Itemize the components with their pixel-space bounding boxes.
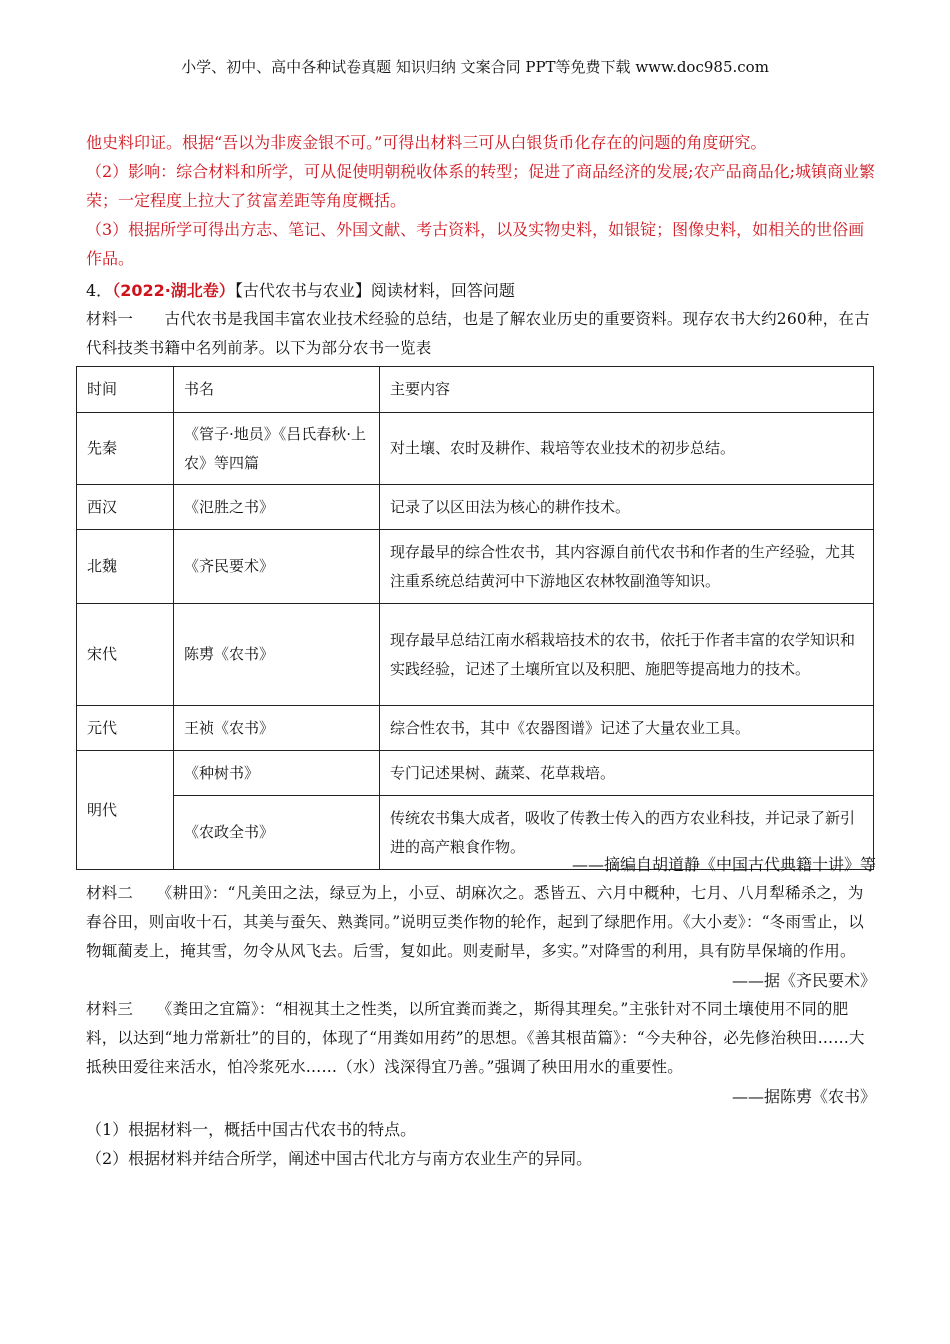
cell-content: 对土壤、农时及耕作、栽培等农业技术的初步总结。: [380, 413, 874, 485]
cell-time: 西汉: [77, 485, 174, 530]
table-header-row: [77, 367, 874, 413]
sub-question-1: （1）根据材料一，概括中国古代农书的特点。: [86, 1120, 417, 1139]
cell-content: 专门记述果树、蔬菜、花草栽培。: [380, 751, 874, 796]
cell-time: 先秦: [77, 413, 174, 485]
page-header: 小学、初中、高中各种试卷真题 知识归纳 文案合同 PPT等免费下载 www.doc985.com: [181, 58, 769, 76]
cell-book: 《氾胜之书》: [174, 485, 380, 530]
cell-content: 现存最早的综合性农书，其内容源自前代农书和作者的生产经验，尤其注重系统总结黄河中下游地区农林牧副渔等知识。: [380, 530, 874, 604]
answer-line-3: （3）根据所学可得出方志、笔记、外国文献、考古资料，以及实物史料，如银锭；图像史料，如相关的世俗画作品。: [86, 220, 865, 268]
cell-content: 记录了以区田法为核心的耕作技术。: [380, 485, 874, 530]
material-2: 材料二 《耕田》：“凡美田之法，绿豆为上，小豆、胡麻次之。悉皆五、六月中穊种，七月、八月犁稀杀之，为春谷田，则亩收十石，其美与蚕矢、熟粪同。”说明豆类作物的轮作，起到了绿肥作用。《大小麦》：“冬雨雪止，以物辄蔺麦上，掩其雪，勿令从风飞去。后雪，复如此。则麦耐旱，多实。”对降雪的利用，具有防旱保墒的作用。: [86, 884, 865, 960]
cell-time: 宋代: [77, 604, 174, 706]
cell-book: 《种树书》: [174, 751, 380, 796]
cell-book: 《齐民要术》: [174, 530, 380, 604]
agri-books-table: [76, 366, 874, 870]
answer-line-2: （2）影响：综合材料和所学，可从促使明朝税收体系的转型；促进了商品经济的发展;农产品商品化;城镇商业繁荣；一定程度上拉大了贫富差距等角度概括。: [86, 162, 875, 210]
question-title: [86, 276, 876, 305]
sub-question-2: （2）根据材料并结合所学，阐述中国古代北方与南方农业生产的异同。: [86, 1149, 593, 1168]
material-2-source: ——据《齐民要术》: [731, 971, 876, 990]
header-time: 时间: [77, 367, 174, 413]
question-topic: 【古代农书与农业】阅读材料，回答问题: [234, 281, 515, 300]
materials-section: [86, 850, 876, 1173]
material-3: 材料三 《粪田之宜篇》：“相视其土之性类，以所宜粪而粪之，斯得其理矣。”主张针对不同土壤使用不同的肥料，以达到“地力常新壮”的目的，体现了“用粪如用药”的思想。《善其根苗篇》：“今夫种谷，必先修治秧田……大抵秧田爱往来活水，怕冷浆死水……（水）浅深得宜乃善。”强调了秧田用水的重要性。: [86, 1000, 865, 1076]
cell-content: 综合性农书，其中《农器图谱》记述了大量农业工具。: [380, 706, 874, 751]
cell-time: 明代: [77, 751, 174, 870]
table-row: [77, 706, 874, 751]
cell-book: 陈旉《农书》: [174, 604, 380, 706]
cell-content: 传统农书集大成者，吸收了传教士传入的西方农业科技，并记录了新引进的高产粮食作物。: [380, 796, 874, 870]
table-row: [77, 485, 874, 530]
question-4: [86, 276, 876, 363]
table-row: [77, 751, 874, 796]
table-row: [77, 604, 874, 706]
cell-time: 元代: [77, 706, 174, 751]
cell-book: 《管子·地员》《吕氏春秋·上农》等四篇: [174, 413, 380, 485]
cell-book: 《农政全书》: [174, 796, 380, 870]
material-1-intro: 材料一 古代农书是我国丰富农业技术经验的总结，也是了解农业历史的重要资料。现存农书大约260种，在古代科技类书籍中名列前茅。以下为部分农书一览表: [86, 310, 870, 357]
answer-section: [86, 128, 876, 273]
material-3-source: ——据陈旉《农书》: [731, 1087, 876, 1106]
header-book: 书名: [174, 367, 380, 413]
cell-content: 现存最早总结江南水稻栽培技术的农书，依托于作者丰富的农学知识和实践经验，记述了土壤所宜以及积肥、施肥等提高地力的技术。: [380, 604, 874, 706]
table-row: [77, 530, 874, 604]
material-1-source: ——摘编自胡道静《中国古代典籍十讲》等: [571, 855, 876, 874]
header-content: 主要内容: [380, 367, 874, 413]
answer-line-1: 他史料印证。根据“吾以为非废金银不可。”可得出材料三可从白银货币化存在的问题的角度研究。: [86, 133, 767, 152]
table-row: [77, 413, 874, 485]
cell-time: 北魏: [77, 530, 174, 604]
year-tag: （2022·湖北卷）: [112, 281, 235, 300]
cell-book: 王祯《农书》: [174, 706, 380, 751]
question-number: 4．: [86, 281, 113, 300]
